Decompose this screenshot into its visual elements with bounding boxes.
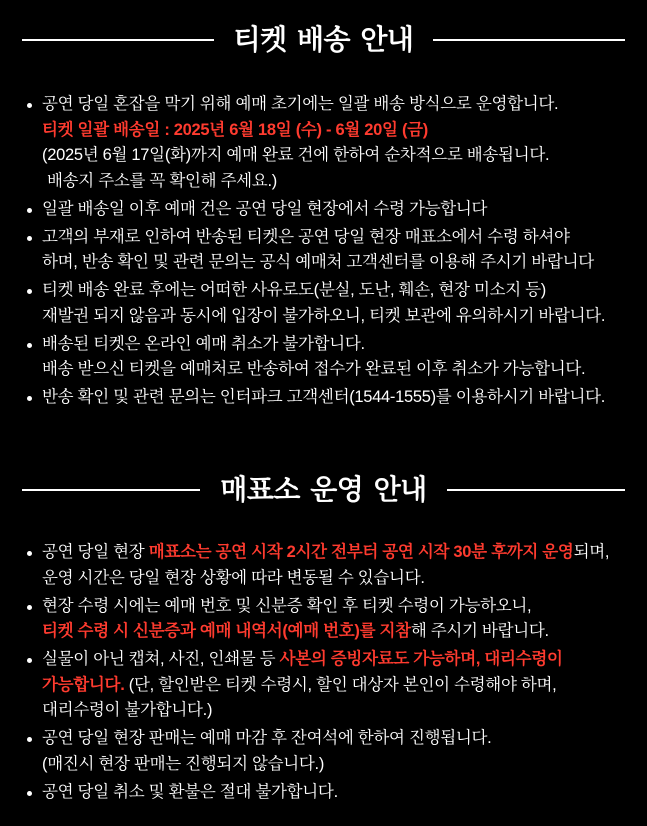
- notice-line: 반송 확인 및 관련 문의는 인터파크 고객센터(1544-1555)를 이용하시기 바랍니다.: [42, 388, 606, 406]
- bullet-icon: [22, 594, 36, 620]
- notice-line: 공연 당일 취소 및 환불은 절대 불가합니다.: [42, 782, 338, 801]
- notice-line: 공연 당일 현장 판매는 예매 마감 후 잔여석에 한하여 진행됩니다.: [42, 729, 492, 747]
- bullet-icon: [22, 726, 36, 752]
- highlighted-notice-text: 티켓 수령 시 신분증과 예매 내역서(예매 번호)를 지참: [42, 622, 411, 640]
- notice-line: 현장 수령 시에는 예매 번호 및 신분증 확인 후 티켓 수령이 가능하오니,: [42, 596, 532, 615]
- notice-line: (매진시 현장 판매는 진행되지 않습니다.): [42, 754, 325, 773]
- highlighted-notice-text: 매표소는 공연 시작 2시간 전부터 공연 시작 30분 후까지 운영: [148, 543, 574, 561]
- notice-item: [22, 647, 640, 724]
- notice-line: 배송 받으신 티켓을 예매처로 반송하여 접수가 완료된 이후 취소가 가능합니다.: [42, 360, 586, 378]
- notice-line: 하며, 반송 확인 및 관련 문의는 공식 예매처 고객센터를 이용해 주시기 바랍니다: [42, 253, 594, 271]
- notice-text: (단, 할인받은 티켓 수령시, 할인 대상자 본인이 수령해야 하며,: [124, 675, 557, 694]
- notice-list: [22, 540, 640, 808]
- notice-line: [42, 673, 640, 699]
- notice-line: [42, 619, 640, 645]
- notice-item: [22, 726, 640, 777]
- notice-line: 대리수령이 불가합니다.): [42, 701, 213, 719]
- title-divider-left: [22, 489, 200, 491]
- notice-text: 해 주시기 바랍니다.: [410, 622, 549, 640]
- title-divider-right: [447, 489, 625, 491]
- notice-line: 고객의 부재로 인하여 반송된 티켓은 공연 당일 현장 매표소에서 수령 하셔야: [42, 227, 570, 246]
- notice-line: 배송지 주소를 꼭 확인해 주세요.): [47, 171, 277, 190]
- notice-line: 배송된 티켓은 온라인 예매 취소가 불가합니다.: [42, 334, 365, 353]
- notice-line: 티켓 일괄 배송일 : 2025년 6월 18일 (수) - 6월 20일 (금): [42, 120, 429, 139]
- notice-item: [22, 780, 640, 806]
- notice-line: [42, 647, 640, 673]
- bullet-icon: [22, 540, 36, 566]
- notice-line: 티켓 배송 완료 후에는 어떠한 사유로도(분실, 도난, 훼손, 현장 미소지 등): [42, 281, 546, 299]
- notice-item: [22, 594, 640, 645]
- section-title: 매표소 운영 안내: [220, 474, 427, 505]
- notice-line: 공연 당일 혼잡을 막기 위해 예매 초기에는 일괄 배송 방식으로 운영합니다.: [42, 95, 559, 113]
- notice-line: 운영 시간은 당일 현장 상황에 따라 변동될 수 있습니다.: [42, 568, 425, 587]
- notice-text: 공연 당일 현장: [42, 543, 149, 561]
- notice-item: [22, 540, 640, 591]
- notice-text: 되며,: [573, 543, 610, 561]
- notice-line: (2025년 6월 17일(화)까지 예매 완료 건에 한하여 순차적으로 배송됩니다.: [42, 146, 550, 164]
- notice-text: 실물이 아닌 캡쳐, 사진, 인쇄물 등: [42, 650, 280, 668]
- notice-line: 일괄 배송일 이후 예매 건은 공연 당일 현장에서 수령 가능합니다: [42, 199, 488, 218]
- section-title: 티켓 배송 안내: [233, 24, 414, 55]
- section-header: [22, 472, 625, 508]
- highlighted-notice-text: 가능합니다.: [42, 675, 125, 694]
- notice-line: [42, 540, 640, 566]
- bullet-icon: [22, 647, 36, 673]
- bullet-icon: [22, 780, 36, 806]
- highlighted-notice-text: 사본의 증빙자료도 가능하며, 대리수령이: [279, 650, 563, 668]
- notice-line: 재발권 되지 않음과 동시에 입장이 불가하오니, 티켓 보관에 유의하시기 바랍니다.: [42, 306, 606, 325]
